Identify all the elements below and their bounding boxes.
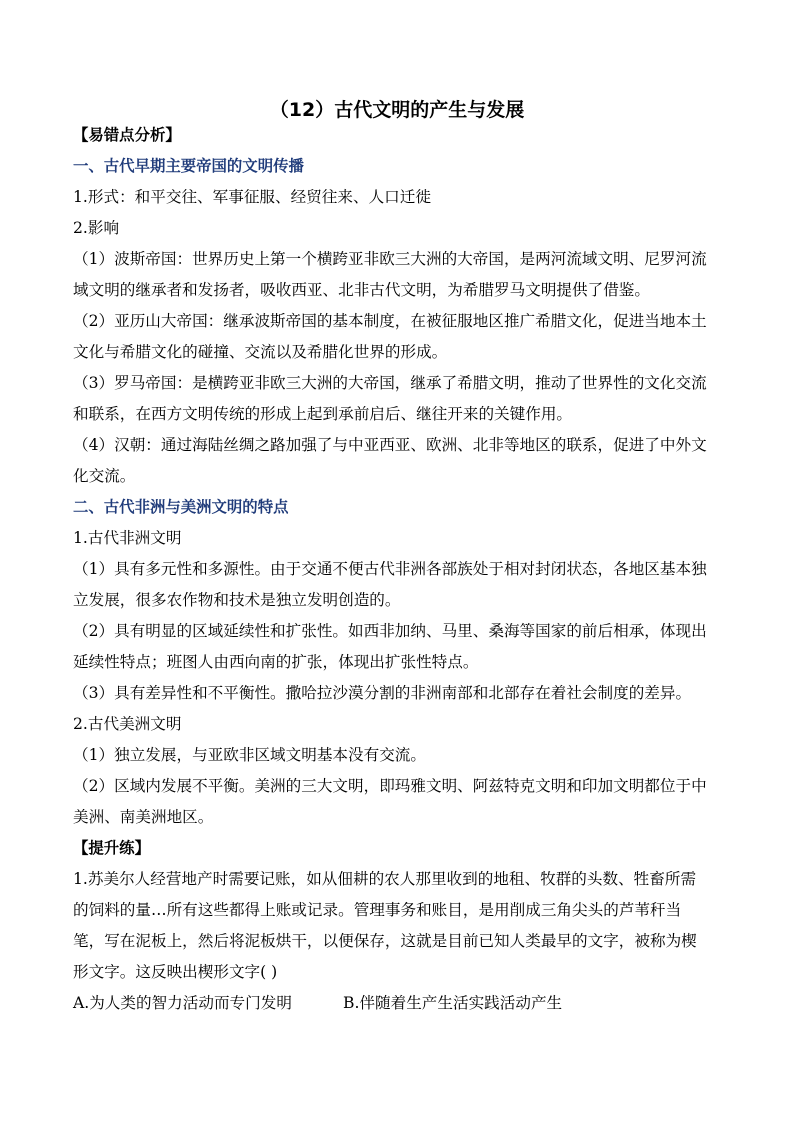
paragraph-line: （3）罗马帝国：是横跨亚非欧三大洲的大帝国，继承了希腊文明，推动了世界性的文化交流 [73,374,707,392]
document-body [73,120,723,1019]
analysis-section-header: 【易错点分析】 [73,126,181,144]
paragraph-america-1: （1）独立发展，与亚欧非区域文明基本没有交流。 [73,746,426,764]
text-influence-label: 2.影响 [73,219,120,237]
paragraph-africa-3: （3）具有差异性和不平衡性。撒哈拉沙漠分割的非洲南部和北部存在着社会制度的差异。 [73,684,692,702]
paragraph-africa-2 [73,616,723,678]
paragraph-line: 延续性特点；班图人由西向南的扩张，体现出扩张性特点。 [73,653,479,671]
paragraph-han [73,430,723,492]
paragraph-africa-1 [73,554,723,616]
paragraph-line: （2）具有明显的区域延续性和扩张性。如西非加纳、马里、桑海等国家的前后相承，体现出 [73,622,707,640]
paragraph-line: 域文明的继承者和发扬者，吸收西亚、北非古代文明，为希腊罗马文明提供了借鉴。 [73,281,650,299]
option-a: A.为人类的智力活动而专门发明 [73,994,292,1012]
paragraph-line: （2）亚历山大帝国：继承波斯帝国的基本制度，在被征服地区推广希腊文化，促进当地本土 [73,312,707,330]
paragraph-persia [73,244,723,306]
heading-africa-america: 二、古代非洲与美洲文明的特点 [73,498,289,516]
paragraph-line: （1）具有多元性和多源性。由于交通不便古代非洲各部族处于相对封闭状态，各地区基本独 [73,560,707,578]
paragraph-america-2 [73,771,723,833]
practice-section-header: 【提升练】 [73,839,150,857]
paragraph-line: 美洲、南美洲地区。 [73,808,214,826]
question-1 [73,864,723,988]
paragraph-line: （4）汉朝：通过海陆丝绸之路加强了与中亚西亚、欧洲、北非等地区的联系，促进了中外文 [73,436,707,454]
question-line: 形文字。这反映出楔形文字( ) [73,963,278,981]
page-title: （12）古代文明的产生与发展 [269,99,525,121]
paragraph-line: 化交流。 [73,467,136,485]
paragraph-line: 立发展，很多农作物和技术是独立发明创造的。 [73,591,401,609]
question-line: 的饲料的量…所有这些都得上账或记录。管理事务和账目，是用削成三角尖头的芦苇秆当 [73,901,682,919]
text-america-title: 2.古代美洲文明 [73,715,182,733]
paragraph-line: （2）区域内发展不平衡。美洲的三大文明，即玛雅文明、阿兹特克文明和印加文明都位于中 [73,777,707,795]
answer-options [73,988,723,1019]
paragraph-alexander [73,306,723,368]
paragraph-line: 文化与希腊文化的碰撞、交流以及希腊化世界的形成。 [73,343,448,361]
text-africa-title: 1.古代非洲文明 [73,529,182,547]
text-forms: 1.形式：和平交往、军事征服、经贸往来、人口迁徙 [73,188,431,206]
paragraph-line: （1）波斯帝国：世界历史上第一个横跨亚非欧三大洲的大帝国，是两河流域文明、尼罗河流 [73,250,707,268]
option-b: B.伴随着生产生活实践活动产生 [343,994,563,1012]
heading-empire-civilization: 一、古代早期主要帝国的文明传播 [73,157,304,175]
paragraph-line: 和联系，在西方文明传统的形成上起到承前启后、继往开来的关键作用。 [73,405,573,423]
question-line: 1.苏美尔人经营地产时需要记账，如从佃耕的农人那里收到的地租、牧群的头数、牲畜所需 [73,870,697,888]
question-line: 笔，写在泥板上，然后将泥板烘干，以便保存，这就是目前已知人类最早的文字，被称为楔 [73,932,697,950]
paragraph-rome [73,368,723,430]
